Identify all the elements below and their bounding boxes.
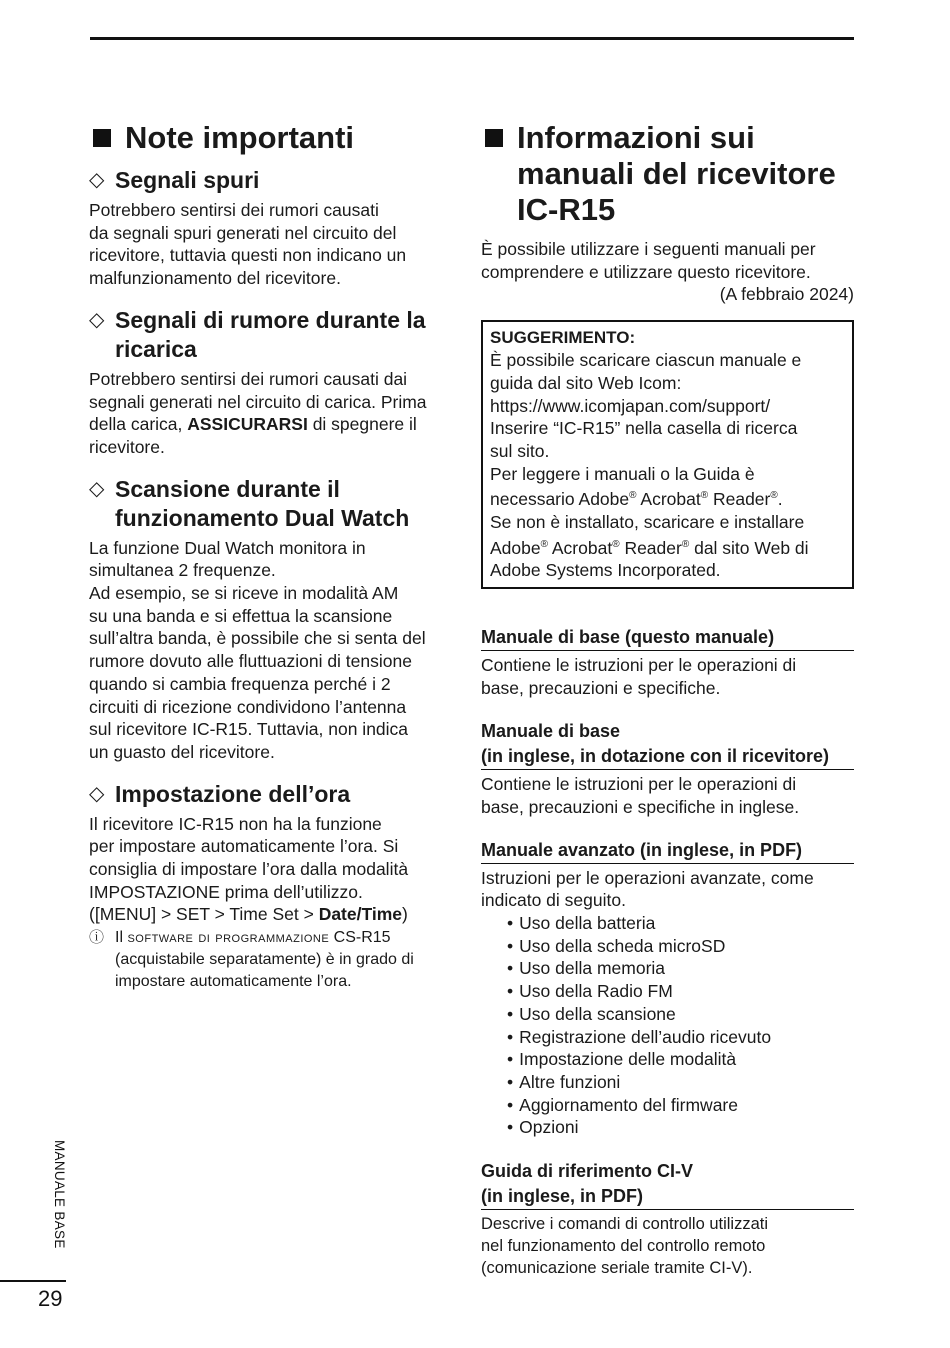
diamond-icon: ◇	[89, 169, 105, 191]
manual-description: Contiene le istruzioni per le operazioni di base, precauzioni e specifiche in inglese.	[481, 774, 800, 817]
subsection-title: ◇ Segnali di rumore durante la ricarica	[89, 306, 426, 362]
section-title-informazioni: Informazioni sui manuali del ricevitore IC-R15	[481, 120, 854, 228]
info-note: ⓘ Il software di programmazione CS-R15 (acquistabile separatamente) è in grado di impostare automaticamente l’ora.	[89, 927, 464, 993]
side-label: MANUALE BASE	[52, 1140, 67, 1249]
top-rule	[90, 37, 854, 40]
right-column	[481, 120, 854, 1279]
section-title-note-importanti: Note importanti	[89, 120, 464, 156]
manual-title: Manuale di base (questo manuale)	[481, 625, 854, 651]
list-item: • Uso della memoria	[507, 957, 854, 980]
subsection-body: Potrebbero sentirsi dei rumori causati da segnali spuri generati nel circuito del ricevitore, tuttavia questi non indicano un malfunzionamento del ricevitore.	[89, 200, 407, 289]
tip-box	[481, 320, 854, 589]
manual-entry	[481, 719, 854, 818]
list-item: • Uso della scheda microSD	[507, 935, 854, 958]
list-item: • Impostazione delle modalità	[507, 1048, 854, 1071]
manual-description: Contiene le istruzioni per le operazioni di base, precauzioni e specifiche.	[481, 654, 797, 698]
manual-title: Manuale di base (in inglese, in dotazione con il ricevitore)	[481, 719, 854, 770]
subsection-title: ◇ Scansione durante il funzionamento Dual Watch	[89, 475, 410, 531]
subsection-body: Il ricevitore IC-R15 non ha la funzione per impostare automaticamente l’ora. Si consiglia di impostare l’ora dalla modalità IMPOSTAZIONE prima dell’utilizzo.	[89, 813, 409, 902]
manual-entry	[481, 838, 854, 1139]
list-item: • Opzioni	[507, 1116, 854, 1139]
diamond-icon: ◇	[89, 782, 105, 805]
page-number: 29	[38, 1286, 63, 1311]
info-icon: ⓘ	[89, 929, 105, 947]
list-item: • Uso della batteria	[507, 912, 854, 935]
subsection-title: ◇ Segnali spuri	[89, 167, 260, 193]
intro-text: È possibile utilizzare i seguenti manuali per comprendere e utilizzare questo ricevitore.	[481, 239, 816, 282]
diamond-icon: ◇	[89, 308, 105, 331]
manual-description: Istruzioni per le operazioni avanzate, come indicato di seguito.	[481, 867, 814, 911]
black-square-icon	[485, 129, 503, 147]
manual-title: Guida di riferimento CI-V (in inglese, in PDF)	[481, 1159, 854, 1210]
manual-entry	[481, 1159, 854, 1279]
page-number-rule	[0, 1280, 66, 1282]
diamond-icon: ◇	[89, 477, 105, 500]
subsection-body: La funzione Dual Watch monitora in simultanea 2 frequenze. Ad esempio, se si riceve in modalità AM su una banda e si effettua la scansione sull’altra banda, è possibile che si senta del rumore dovuto alle fluttuazioni di tensione quando si cambia frequenza perché i 2 circuiti di ricezione condividono l’antenna sul ricevitore IC-R15. Tuttavia, non indica un guasto del ricevitore.	[89, 537, 426, 762]
manual-entry	[481, 625, 854, 699]
tip-body: È possibile scaricare ciascun manuale e guida dal sito Web Icom: https://www.icomjapan.com/support/ Inserire “IC-R15” nella casella di ricerca sul sito. Per leggere i manuali o la Guida è necessario Adobe® Acrobat® Reader®. Se non è installato, scaricare e installare Adobe® Acrobat® Reader® dal sito Web di Adobe Systems Incorporated.	[490, 350, 809, 581]
subsection-body: Potrebbero sentirsi dei rumori causati dai segnali generati nel circuito di carica. Prima della carica, ASSICURARSI di spegnere il ricevitore.	[89, 368, 427, 457]
menu-path: ([MENU] > SET > Time Set > Date/Time)	[89, 904, 408, 925]
left-column	[89, 120, 464, 993]
emphasis: ASSICURARSI	[187, 414, 308, 435]
list-item: • Aggiornamento del firmware	[507, 1094, 854, 1117]
feature-list	[481, 912, 854, 1139]
subsection-title: ◇ Impostazione dell’ora	[89, 780, 351, 807]
black-square-icon	[93, 129, 111, 147]
date-note: (A febbraio 2024)	[719, 284, 854, 305]
list-item: • Altre funzioni	[507, 1071, 854, 1094]
tip-heading: SUGGERIMENTO:	[490, 328, 636, 348]
manual-description: Descrive i comandi di controllo utilizzati nel funzionamento del controllo remoto (comunicazione seriale tramite CI-V).	[481, 1215, 769, 1278]
list-item: • Uso della scansione	[507, 1003, 854, 1026]
list-item: • Uso della Radio FM	[507, 980, 854, 1003]
manual-title: Manuale avanzato (in inglese, in PDF)	[481, 838, 854, 864]
list-item: • Registrazione dell’audio ricevuto	[507, 1026, 854, 1049]
